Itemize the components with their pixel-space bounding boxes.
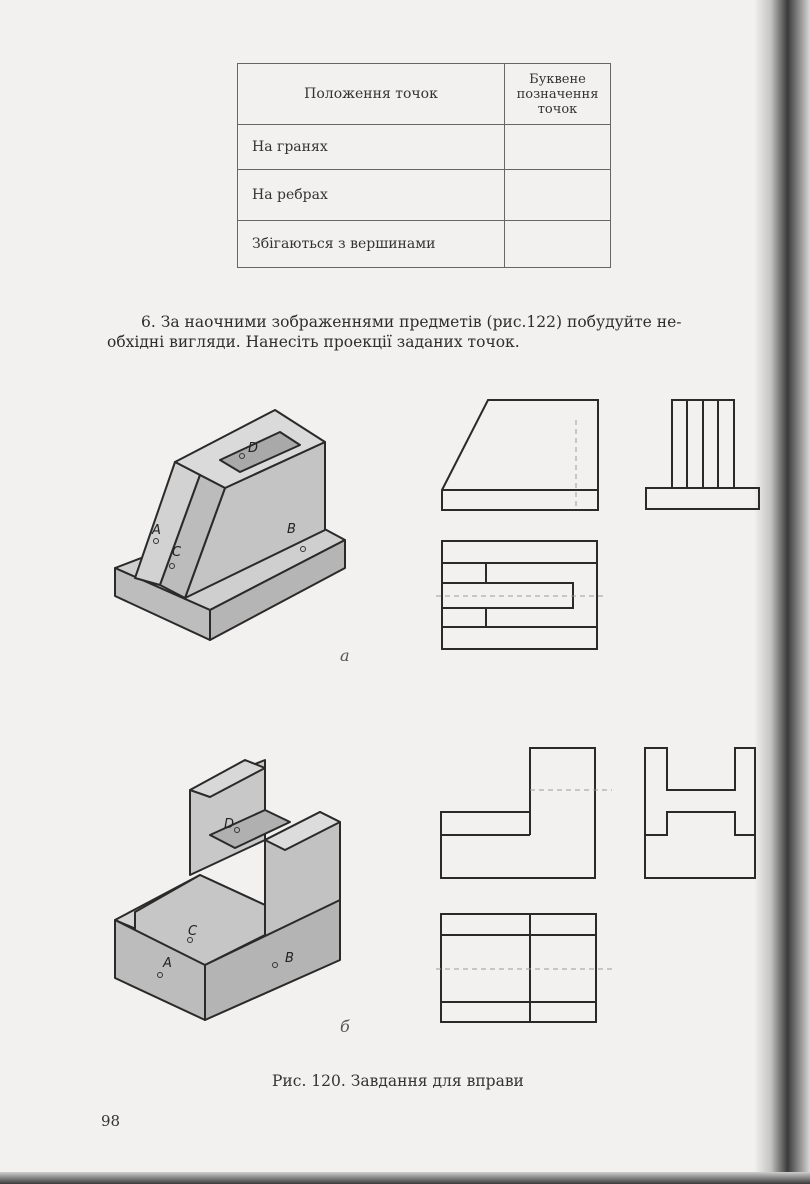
row-faces: На гранях [238,125,505,170]
row-vertices: Збігаються з вершинами [238,221,505,268]
fig-a-point-c: C [172,545,182,560]
fig-b-point-a: A [163,956,172,971]
figure-b-views [441,748,755,1022]
row-edges: На ребрах [238,170,505,221]
header-letter-line-3: точок [537,101,578,117]
figure-a-label: а [340,646,350,665]
task-line-2: обхідні вигляди. Нанесіть проекції заданих точок. [107,333,520,351]
fig-b-point-c: C [188,924,198,939]
fig-a-point-b: B [287,522,296,537]
hidden-lines [436,420,612,969]
figure-a-views [442,400,759,649]
header-position: Положення точок [238,64,505,125]
figure-a-isometric [115,410,345,640]
header-letter-line-2: позначення [516,86,599,102]
task-line-1: 6. За наочними зображеннями предметів (рис.122) побудуйте не- [141,313,682,331]
fig-a-point-d: D [248,441,259,456]
fig-a-point-a: A [152,523,161,538]
figure-b-label: б [340,1017,350,1036]
fig-b-point-d: D [224,817,235,832]
header-letter-line-1: Буквене [529,71,586,87]
page-number: 98 [101,1112,121,1130]
fig-b-point-b: B [285,951,294,966]
figure-caption: Рис. 120. Завдання для вправи [272,1072,524,1090]
figure-b-isometric [115,760,340,1020]
